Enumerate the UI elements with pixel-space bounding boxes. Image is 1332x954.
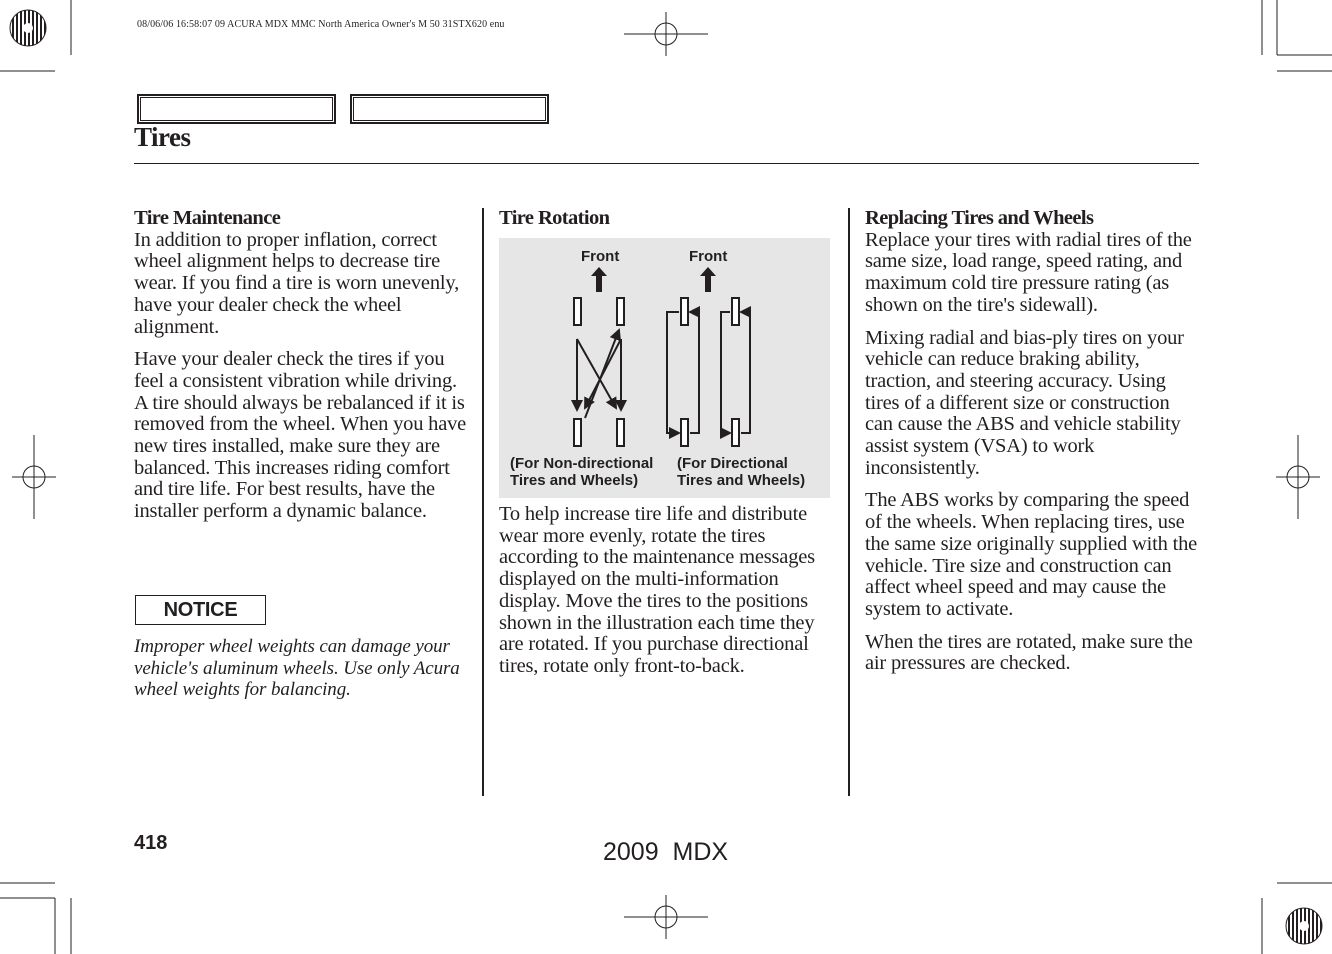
print-info: 08/06/06 16:58:07 09 ACURA MDX MMC North America Owner's M 50 31STX620 enu <box>137 19 505 30</box>
caption-directional: (For Directional <box>677 455 788 472</box>
front-arrow-icon <box>700 267 716 292</box>
front-label: Front <box>689 248 728 265</box>
paragraph: When the tires are rotated, make sure the air pressures are checked. <box>865 630 1193 675</box>
page-title: Tires <box>134 122 191 152</box>
notice-label: NOTICE <box>135 595 266 625</box>
column-left <box>134 208 474 534</box>
front-label: Front <box>581 248 620 265</box>
paragraph: To help increase tire life and distribute wear more evenly, rotate the tires according to the maintenance messages displayed on the multi-information display. Move the tires to the positions shown in the illustration each time they are rotated. If you purchase directional tires, rotate only front-to-back. <box>499 503 815 677</box>
column-divider <box>482 208 484 796</box>
column-middle-body <box>499 504 831 689</box>
caption-directional: Tires and Wheels) <box>677 472 806 489</box>
paragraph: The ABS works by comparing the speed of the wheels. When replacing tires, use the same size originally supplied with the vehicle. Tire size and construction can affect wheel speed and may cause the system to activate. <box>865 489 1198 620</box>
section-heading-replacing-tires: Replacing Tires and Wheels <box>865 207 1094 229</box>
column-divider <box>848 208 850 796</box>
paragraph: Have your dealer check the tires if you feel a consistent vibration while driving. A tire should always be rebalanced if it is removed from the wheel. When you have new tires installed, make sure they are balanced. This increases riding comfort and tire life. For best results, have the installer perform a dynamic balance. <box>134 348 467 523</box>
front-arrow-icon <box>591 267 607 292</box>
title-rule <box>134 163 1199 164</box>
paragraph: In addition to proper inflation, correct wheel alignment helps to decrease tire wear. If you find a tire is worn unevenly, have your dealer check the wheel alignment. <box>134 228 460 338</box>
paragraph: Replace your tires with radial tires of the same size, load range, speed rating, and maximum cold tire pressure rating (as shown on the tire's sidewall). <box>865 228 1192 316</box>
section-heading-tire-rotation: Tire Rotation <box>499 207 610 229</box>
caption-non-directional: (For Non-directional <box>510 455 654 472</box>
header-tab-box <box>350 94 549 124</box>
caption-non-directional: Tires and Wheels) <box>510 472 639 489</box>
page-number: 418 <box>134 832 168 854</box>
tire-rotation-diagram <box>499 238 830 498</box>
footer-model: 2009 MDX <box>603 838 729 866</box>
paragraph: Mixing radial and bias-ply tires on your vehicle can reduce braking ability, traction, and steering accuracy. Using tires of a different size or construction can cause the ABS and vehicle stability assist system (VSA) to work inconsistently. <box>865 326 1184 479</box>
column-right <box>865 208 1199 686</box>
notice-text: Improper wheel weights can damage your vehicle's aluminum wheels. Use only Acura wheel weights for balancing. <box>134 636 460 701</box>
column-middle <box>499 208 831 230</box>
header-tab-box <box>137 94 336 124</box>
section-heading-tire-maintenance: Tire Maintenance <box>134 207 281 229</box>
